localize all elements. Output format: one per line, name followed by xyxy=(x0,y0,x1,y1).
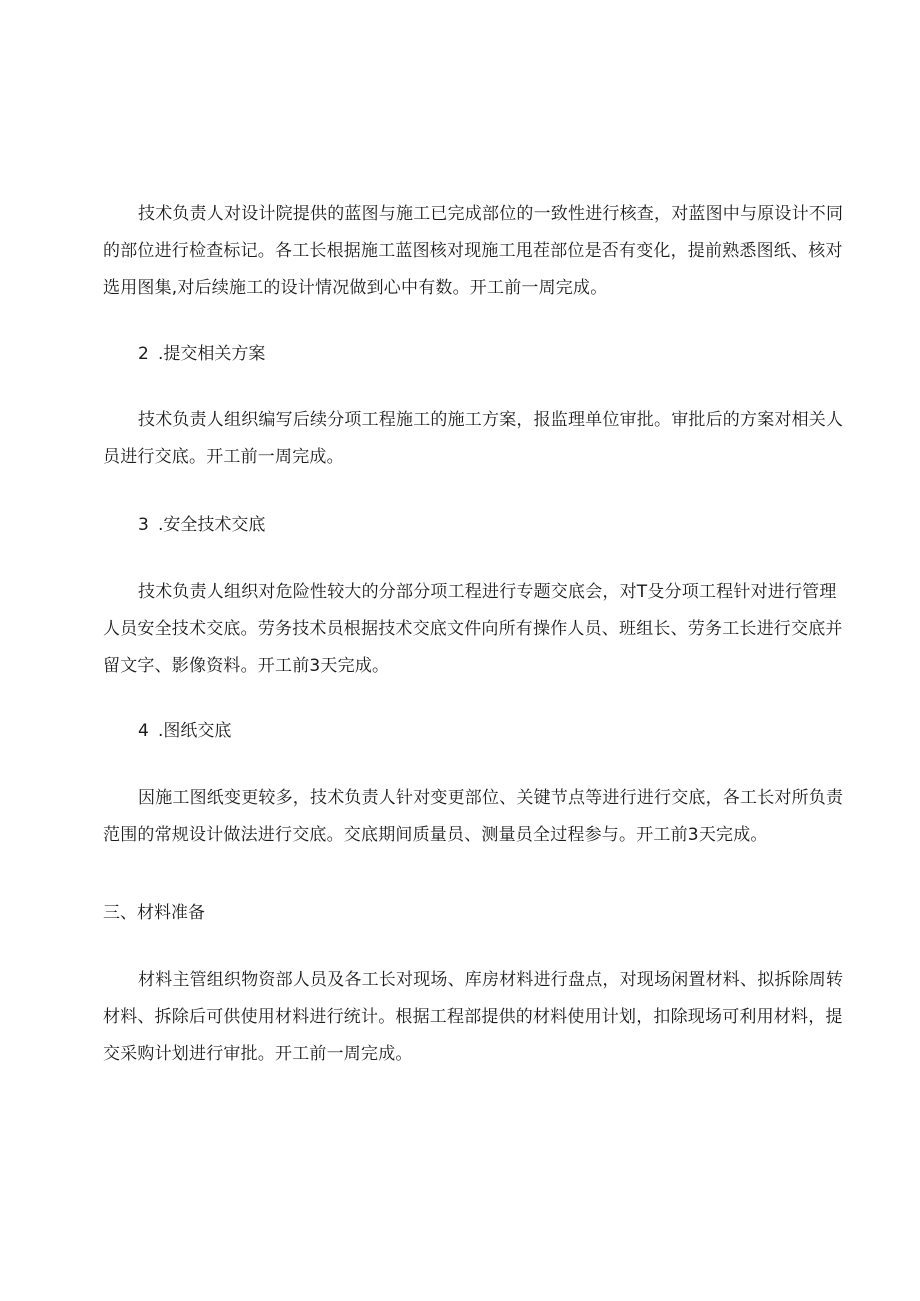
section-number: 4 xyxy=(138,721,149,741)
section-heading-materials xyxy=(103,901,205,925)
section-heading-4 xyxy=(138,719,231,743)
paragraph-safety-briefing xyxy=(103,574,843,685)
section-title: .安全技术交底 xyxy=(158,515,266,535)
paragraph-drawing-briefing xyxy=(103,780,844,854)
section-heading-3 xyxy=(138,513,265,537)
paragraph-design-verification xyxy=(103,196,844,307)
paragraph-line: 技术负责人组织对危险性较大的分部分项工程进行专题交底会，对T殳分项工程针对进行管理 xyxy=(138,582,837,602)
section-number: 2 xyxy=(138,344,149,364)
paragraph-line: 的部位进行检查标记。各工长根据施工蓝图核对现施工甩茬部位是否有变化，提前熟悉图纸、核对 xyxy=(103,241,843,261)
paragraph-line: 人员安全技术交底。劳务技术员根据技术交底文件向所有操作人员、班组长、劳务工长进行交底并 xyxy=(103,619,843,639)
section-number: 3 xyxy=(138,515,149,535)
paragraph-line: 留文字、影像资料。开工前3天完成。 xyxy=(103,656,390,676)
paragraph-material-prep xyxy=(103,962,844,1073)
paragraph-line: 材料主管组织物资部人员及各工长对现场、库房材料进行盘点，对现场闲置材料、拟拆除周转 xyxy=(138,970,844,990)
section-title: .提交相关方案 xyxy=(158,344,266,364)
section-title: 三、材料准备 xyxy=(103,903,205,923)
paragraph-line: 员进行交底。开工前一周完成。 xyxy=(103,447,344,467)
paragraph-line: 范围的常规设计做法进行交底。交底期间质量员、测量员全过程参与。开工前3天完成。 xyxy=(103,825,768,845)
paragraph-line: 交采购计划进行审批。开工前一周完成。 xyxy=(103,1044,413,1064)
paragraph-line: 因施工图纸变更较多，技术负责人针对变更部位、关键节点等进行进行交底，各工长对所负责 xyxy=(138,788,844,808)
paragraph-line: 技术负责人对设计院提供的蓝图与施工已完成部位的一致性进行核查，对蓝图中与原设计不同 xyxy=(138,204,844,224)
section-title: .图纸交底 xyxy=(158,721,232,741)
paragraph-line: 材料、拆除后可供使用材料进行统计。根据工程部提供的材料使用计划，扣除现场可利用材料，提 xyxy=(103,1007,843,1027)
section-heading-2 xyxy=(138,342,265,366)
paragraph-line: 技术负责人组织编写后续分项工程施工的施工方案，报监理单位审批。审批后的方案对相关人 xyxy=(138,410,844,430)
paragraph-line: 选用图集,对后续施工的设计情况做到心中有数。开工前一周完成。 xyxy=(103,278,608,298)
paragraph-submit-plans xyxy=(103,402,844,476)
